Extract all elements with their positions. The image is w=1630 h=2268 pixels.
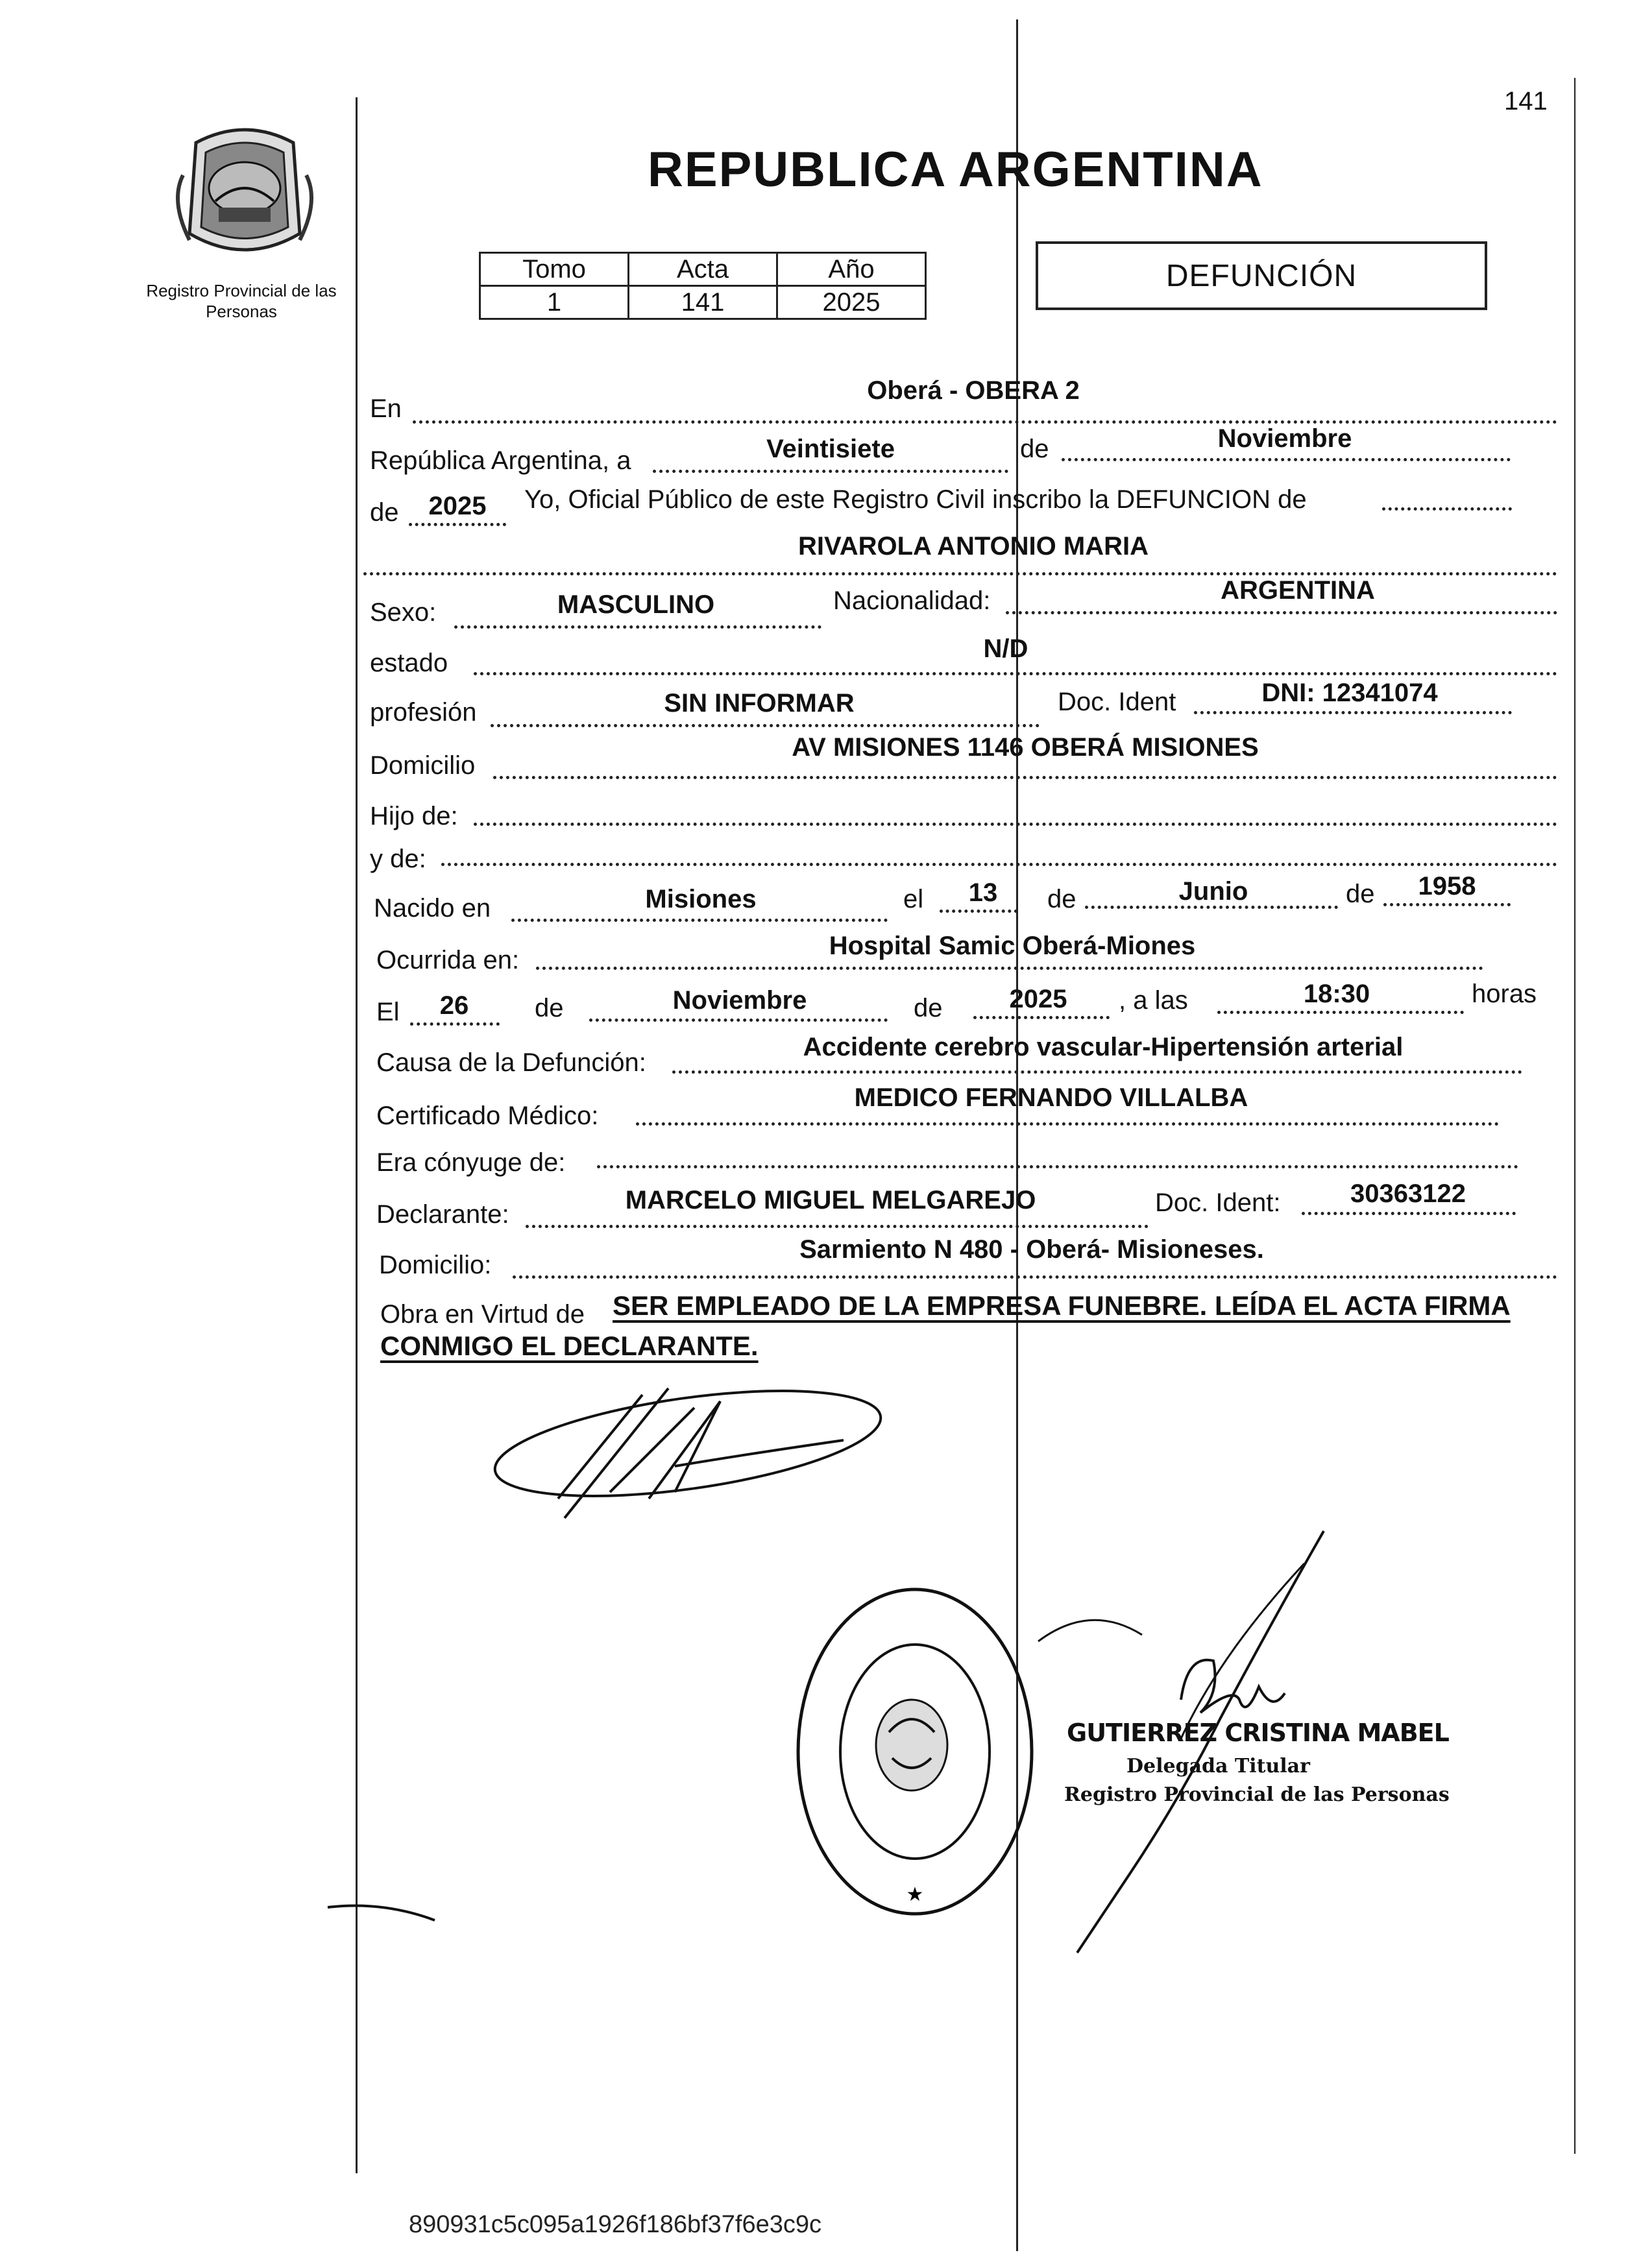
dots-birth-month xyxy=(1085,906,1338,909)
label-conyuge: Era cónyuge de: xyxy=(376,1148,566,1177)
page-number: 141 xyxy=(1504,87,1548,115)
document-hash: 890931c5c095a1926f186bf37f6e3c9c xyxy=(409,2211,822,2238)
left-margin-line xyxy=(356,97,358,2173)
label-declarante: Declarante: xyxy=(376,1200,509,1229)
dots-death-year xyxy=(973,1016,1110,1019)
label-republica: República Argentina, a xyxy=(370,446,631,475)
value-address: AV MISIONES 1146 OBERÁ MISIONES xyxy=(792,733,1259,762)
provincial-seal xyxy=(170,117,319,266)
svg-text:★: ★ xyxy=(906,1883,924,1906)
dots-physician xyxy=(636,1122,1499,1126)
right-margin-line xyxy=(1574,78,1575,2154)
label-de-3: de xyxy=(1047,885,1077,913)
dots-name xyxy=(363,572,1557,575)
header-ano: Año xyxy=(777,253,926,286)
dots-death-time xyxy=(1217,1011,1464,1014)
reference-header-row xyxy=(480,253,926,286)
value-physician: MEDICO FERNANDO VILLALBA xyxy=(854,1083,1248,1112)
label-a-las: , a las xyxy=(1119,986,1188,1015)
value-cause: Accidente cerebro vascular-Hipertensión arterial xyxy=(803,1033,1404,1061)
dots-father xyxy=(474,823,1557,826)
dots-birth-day xyxy=(940,910,1017,913)
value-deceased-name: RIVAROLA ANTONIO MARIA xyxy=(798,532,1149,561)
value-day-words: Veintisiete xyxy=(766,435,895,463)
dots-status xyxy=(474,672,1557,675)
dots-declarant-address xyxy=(513,1275,1557,1279)
value-birth-month: Junio xyxy=(1178,877,1248,906)
label-estado: estado xyxy=(370,649,448,677)
label-ocurrida-en: Ocurrida en: xyxy=(376,946,520,974)
dots-cause xyxy=(672,1070,1522,1074)
dots-birth-place xyxy=(511,919,888,922)
label-sexo: Sexo: xyxy=(370,598,437,627)
value-doc-id: DNI: 12341074 xyxy=(1261,679,1438,707)
label-el-1: el xyxy=(903,885,924,913)
margin-mark xyxy=(324,1901,441,1927)
dots-month xyxy=(1062,458,1511,461)
value-birth-day: 13 xyxy=(968,878,998,907)
dots-mother xyxy=(441,863,1557,866)
record-type: DEFUNCIÓN xyxy=(1165,258,1357,293)
label-domicilio: Domicilio xyxy=(370,751,476,780)
dots-death-month xyxy=(589,1019,888,1022)
value-obra-line-1: SER EMPLEADO DE LA EMPRESA FUNEBRE. LEÍDA EL ACTA FIRMA xyxy=(613,1290,1511,1321)
value-tomo: 1 xyxy=(480,286,629,319)
label-certificado: Certificado Médico: xyxy=(376,1102,599,1130)
dots-address xyxy=(493,776,1557,779)
label-de-1: de xyxy=(1020,435,1049,463)
round-seal-icon xyxy=(792,1583,1038,1920)
dots-declarant-doc xyxy=(1302,1212,1516,1215)
label-doc-ident: Doc. Ident xyxy=(1058,688,1176,716)
label-de-4: de xyxy=(1346,880,1375,908)
dots-death-place xyxy=(536,967,1483,970)
label-de-5: de xyxy=(535,994,564,1022)
pen-stroke-icon xyxy=(324,1901,441,1927)
label-obra-en-virtud: Obra en Virtud de xyxy=(380,1300,585,1329)
delegation-round-seal xyxy=(792,1583,1038,1920)
dots-sex xyxy=(454,625,821,629)
value-birth-year: 1958 xyxy=(1418,872,1476,900)
dots-yo-end xyxy=(1382,507,1512,511)
country-title: REPUBLICA ARGENTINA xyxy=(648,142,1263,197)
value-death-year: 2025 xyxy=(1009,985,1067,1013)
dots-day xyxy=(653,470,1008,473)
value-month: Noviembre xyxy=(1217,424,1352,453)
org-label: Registro Provincial de las Personas xyxy=(146,281,337,321)
label-de-6: de xyxy=(914,994,943,1022)
value-nationality: ARGENTINA xyxy=(1221,576,1375,605)
label-de-2: de xyxy=(370,498,399,527)
label-domicilio-2: Domicilio: xyxy=(379,1251,492,1279)
dots-spouse xyxy=(597,1165,1518,1168)
reference-table xyxy=(479,252,927,320)
value-birth-place: Misiones xyxy=(645,885,757,913)
official-name: GUTIERREZ CRISTINA MABEL xyxy=(1067,1719,1449,1747)
value-obra-line-2: CONMIGO EL DECLARANTE. xyxy=(380,1331,759,1361)
dots-birth-year xyxy=(1383,903,1511,906)
header-acta: Acta xyxy=(629,253,777,286)
value-death-month: Noviembre xyxy=(672,986,807,1015)
seal-emblem-icon xyxy=(170,117,319,266)
value-declarant-address: Sarmiento N 480 - Oberá- Misioneses. xyxy=(799,1235,1264,1264)
value-profession: SIN INFORMAR xyxy=(664,689,855,718)
label-nacionalidad: Nacionalidad: xyxy=(833,586,991,615)
label-causa: Causa de la Defunción: xyxy=(376,1048,646,1077)
label-yo-oficial: Yo, Oficial Público de este Registro Civil inscribo la DEFUNCION de xyxy=(524,485,1307,514)
official-title: Delegada Titular xyxy=(1126,1755,1310,1778)
value-death-time: 18:30 xyxy=(1303,980,1370,1008)
label-nacido-en: Nacido en xyxy=(374,894,491,923)
label-doc-ident-2: Doc. Ident: xyxy=(1155,1188,1281,1217)
dots-profession xyxy=(491,724,1040,727)
label-profesion: profesión xyxy=(370,698,477,727)
reference-value-row xyxy=(480,286,926,319)
value-ano: 2025 xyxy=(777,286,926,319)
value-death-place: Hospital Samic Oberá-Miones xyxy=(829,932,1196,960)
value-place: Oberá - OBERA 2 xyxy=(867,376,1080,405)
signature-scribble-icon xyxy=(480,1369,921,1538)
dots-declarant xyxy=(526,1225,1149,1228)
declarant-signature xyxy=(480,1369,921,1538)
value-declarant: MARCELO MIGUEL MELGAREJO xyxy=(625,1186,1036,1214)
value-sex: MASCULINO xyxy=(557,590,715,619)
dots-doc xyxy=(1194,711,1512,714)
label-en: En xyxy=(370,394,402,423)
dots-nationality xyxy=(1006,611,1557,614)
value-death-day: 26 xyxy=(439,991,469,1020)
value-civil-status: N/D xyxy=(983,634,1028,663)
label-y-de: y de: xyxy=(370,845,426,873)
label-horas: horas xyxy=(1472,980,1537,1008)
value-declarant-doc: 30363122 xyxy=(1350,1179,1466,1208)
header-tomo: Tomo xyxy=(480,253,629,286)
value-year: 2025 xyxy=(428,492,487,520)
label-el-2: El xyxy=(376,998,400,1026)
record-type-box xyxy=(1036,241,1487,310)
value-acta: 141 xyxy=(629,286,777,319)
dots-death-day xyxy=(410,1022,500,1026)
official-org: Registro Provincial de las Personas xyxy=(1064,1783,1450,1806)
dots-year xyxy=(409,523,506,526)
dots-place xyxy=(413,420,1557,424)
label-hijo-de: Hijo de: xyxy=(370,802,458,830)
